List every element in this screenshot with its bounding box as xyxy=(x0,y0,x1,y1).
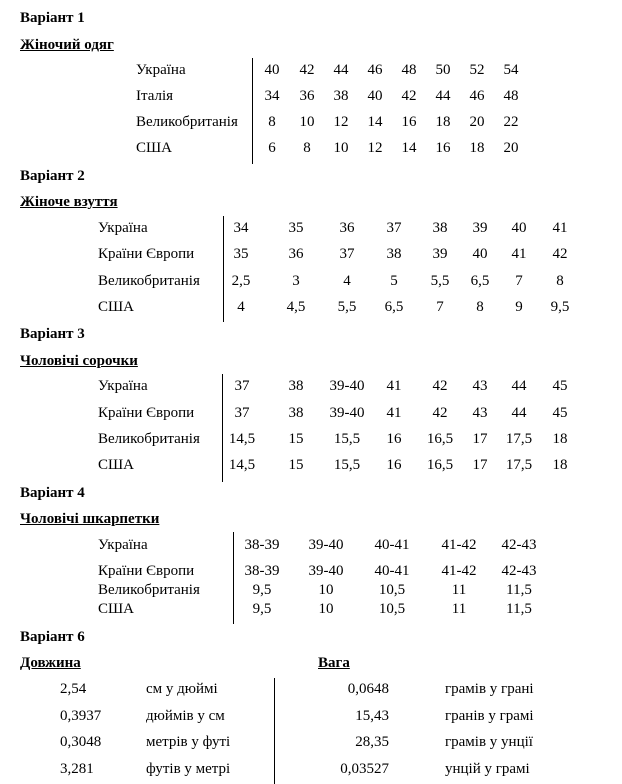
table-cell: 9,5 xyxy=(550,299,570,315)
table-cell: 4,5 xyxy=(286,299,306,315)
table-cell: 34 xyxy=(233,220,249,236)
weight-value: 28,35 xyxy=(355,734,389,750)
table-cell: 46 xyxy=(469,88,485,104)
table-cell: 8 xyxy=(268,114,276,130)
table-cell: 45 xyxy=(552,378,568,394)
length-unit: футів у метрі xyxy=(146,761,231,777)
table-cell: 42 xyxy=(552,246,568,262)
table-cell: 38-39 xyxy=(244,563,280,579)
table-cell: 39 xyxy=(472,220,488,236)
table-cell: 15,5 xyxy=(333,457,361,473)
length-value: 0,3048 xyxy=(60,734,102,750)
table-cell: 3 xyxy=(292,273,300,289)
length-unit: см у дюймі xyxy=(146,681,218,697)
row-label: Україна xyxy=(136,62,186,78)
table-cell: 10 xyxy=(318,582,334,598)
variant3-title: Варіант 3 xyxy=(20,326,85,342)
row-label: Країни Європи xyxy=(98,246,195,262)
table-cell: 39-40 xyxy=(329,405,365,421)
variant1-subtitle: Жіночий одяг xyxy=(20,37,114,53)
table-cell: 22 xyxy=(503,114,519,130)
weight-unit: унцій у грамі xyxy=(445,761,530,777)
row-label: Великобританія xyxy=(136,114,238,130)
row-label: Україна xyxy=(98,537,148,553)
table-cell: 37 xyxy=(386,220,402,236)
row-label: Великобританія xyxy=(98,582,200,598)
variant1-title: Варіант 1 xyxy=(20,10,85,26)
table-cell: 35 xyxy=(233,246,249,262)
row-label: США xyxy=(98,457,134,473)
table-cell: 52 xyxy=(469,62,485,78)
length-unit: метрів у футі xyxy=(146,734,231,750)
variant2-title: Варіант 2 xyxy=(20,168,85,184)
variant3-subtitle: Чоловічі сорочки xyxy=(20,353,138,369)
table-cell: 9 xyxy=(515,299,523,315)
table-cell: 12 xyxy=(333,114,349,130)
table-cell: 42 xyxy=(299,62,315,78)
table-cell: 6,5 xyxy=(384,299,404,315)
table-cell: 14 xyxy=(367,114,383,130)
table-cell: 36 xyxy=(299,88,315,104)
table-cell: 17 xyxy=(472,457,488,473)
table-cell: 39-40 xyxy=(308,563,344,579)
table-cell: 42 xyxy=(401,88,417,104)
table-cell: 37 xyxy=(339,246,355,262)
table-cell: 5,5 xyxy=(430,273,450,289)
table-cell: 6 xyxy=(268,140,276,156)
table-cell: 44 xyxy=(511,378,527,394)
table-cell: 18 xyxy=(435,114,451,130)
row-label: Великобританія xyxy=(98,431,200,447)
table-cell: 40 xyxy=(367,88,383,104)
table-cell: 18 xyxy=(552,457,568,473)
table-cell: 14 xyxy=(401,140,417,156)
table-cell: 38 xyxy=(333,88,349,104)
table-cell: 45 xyxy=(552,405,568,421)
length-unit: дюймів у см xyxy=(146,708,225,724)
table-cell: 11,5 xyxy=(506,582,532,598)
length-value: 2,54 xyxy=(60,681,87,697)
row-label: США xyxy=(98,299,134,315)
table-cell: 16 xyxy=(401,114,417,130)
table-cell: 4 xyxy=(343,273,351,289)
table-cell: 48 xyxy=(401,62,417,78)
table-cell: 41 xyxy=(511,246,527,262)
table-cell: 20 xyxy=(469,114,485,130)
table-divider-line xyxy=(274,678,275,784)
row-label: США xyxy=(136,140,172,156)
table-cell: 39-40 xyxy=(308,537,344,553)
table-cell: 41-42 xyxy=(441,537,477,553)
table-cell: 42 xyxy=(432,405,448,421)
table-cell: 40 xyxy=(472,246,488,262)
weight-unit: грамів у унції xyxy=(445,734,533,750)
table-cell: 9,5 xyxy=(252,601,272,617)
table-cell: 41 xyxy=(552,220,568,236)
table-cell: 48 xyxy=(503,88,519,104)
table-cell: 54 xyxy=(503,62,519,78)
variant4-subtitle: Чоловічі шкарпетки xyxy=(20,511,160,527)
table-cell: 15 xyxy=(288,457,304,473)
table-cell: 14,5 xyxy=(228,431,256,447)
table-cell: 42-43 xyxy=(501,563,537,579)
weight-value: 0,0648 xyxy=(347,681,389,697)
table-cell: 11 xyxy=(451,601,467,617)
length-value: 0,3937 xyxy=(60,708,102,724)
table-cell: 40-41 xyxy=(374,563,410,579)
table-cell: 16,5 xyxy=(426,431,454,447)
table-cell: 9,5 xyxy=(252,582,272,598)
table-cell: 17 xyxy=(472,431,488,447)
table-cell: 5,5 xyxy=(337,299,357,315)
table-cell: 46 xyxy=(367,62,383,78)
table-cell: 38 xyxy=(432,220,448,236)
table-cell: 10,5 xyxy=(378,582,406,598)
table-cell: 17,5 xyxy=(505,457,533,473)
row-label: Країни Європи xyxy=(98,563,195,579)
table-cell: 38 xyxy=(288,405,304,421)
table-cell: 38-39 xyxy=(244,537,280,553)
table-cell: 37 xyxy=(234,405,250,421)
weight-heading: Вага xyxy=(318,655,350,671)
table-cell: 18 xyxy=(552,431,568,447)
table-cell: 16,5 xyxy=(426,457,454,473)
table-cell: 38 xyxy=(288,378,304,394)
table-cell: 11 xyxy=(451,582,467,598)
row-label: Країни Європи xyxy=(98,405,195,421)
table-cell: 39-40 xyxy=(329,378,365,394)
table-cell: 39 xyxy=(432,246,448,262)
table-cell: 40-41 xyxy=(374,537,410,553)
table-cell: 35 xyxy=(288,220,304,236)
variant4-title: Варіант 4 xyxy=(20,485,85,501)
weight-value: 0,03527 xyxy=(340,761,389,777)
table-cell: 10 xyxy=(318,601,334,617)
table-cell: 36 xyxy=(339,220,355,236)
table-cell: 10,5 xyxy=(378,601,406,617)
table-cell: 38 xyxy=(386,246,402,262)
table-cell: 11,5 xyxy=(506,601,532,617)
table-cell: 18 xyxy=(469,140,485,156)
table-cell: 7 xyxy=(515,273,523,289)
table-cell: 36 xyxy=(288,246,304,262)
length-heading: Довжина xyxy=(20,655,81,671)
table-cell: 6,5 xyxy=(470,273,490,289)
weight-value: 15,43 xyxy=(355,708,389,724)
row-label: Великобританія xyxy=(98,273,200,289)
table-cell: 8 xyxy=(476,299,484,315)
table-cell: 5 xyxy=(390,273,398,289)
weight-unit: грамів у грані xyxy=(445,681,534,697)
table-cell: 15,5 xyxy=(333,431,361,447)
table-cell: 8 xyxy=(303,140,311,156)
table-cell: 43 xyxy=(472,378,488,394)
weight-unit: гранів у грамі xyxy=(445,708,534,724)
table-cell: 44 xyxy=(333,62,349,78)
table-cell: 16 xyxy=(386,457,402,473)
table-cell: 43 xyxy=(472,405,488,421)
table-cell: 17,5 xyxy=(505,431,533,447)
table-cell: 7 xyxy=(436,299,444,315)
table-cell: 40 xyxy=(511,220,527,236)
table-cell: 40 xyxy=(264,62,280,78)
variant2-subtitle: Жіноче взуття xyxy=(20,194,118,210)
table-cell: 42-43 xyxy=(501,537,537,553)
table-cell: 20 xyxy=(503,140,519,156)
table-cell: 10 xyxy=(333,140,349,156)
table-cell: 8 xyxy=(556,273,564,289)
table-cell: 16 xyxy=(386,431,402,447)
row-label: Україна xyxy=(98,378,148,394)
table-cell: 44 xyxy=(435,88,451,104)
table-cell: 15 xyxy=(288,431,304,447)
length-value: 3,281 xyxy=(60,761,94,777)
table-cell: 42 xyxy=(432,378,448,394)
table-cell: 34 xyxy=(264,88,280,104)
table-cell: 10 xyxy=(299,114,315,130)
table-cell: 41 xyxy=(386,378,402,394)
table-cell: 37 xyxy=(234,378,250,394)
row-label: Україна xyxy=(98,220,148,236)
table-cell: 41 xyxy=(386,405,402,421)
table-cell: 14,5 xyxy=(228,457,256,473)
table-cell: 44 xyxy=(511,405,527,421)
table-cell: 41-42 xyxy=(441,563,477,579)
row-label: США xyxy=(98,601,134,617)
table-cell: 12 xyxy=(367,140,383,156)
table-cell: 4 xyxy=(237,299,245,315)
table-cell: 50 xyxy=(435,62,451,78)
table-cell: 16 xyxy=(435,140,451,156)
row-label: Італія xyxy=(136,88,174,104)
table-cell: 2,5 xyxy=(231,273,251,289)
variant6-title: Варіант 6 xyxy=(20,629,85,645)
